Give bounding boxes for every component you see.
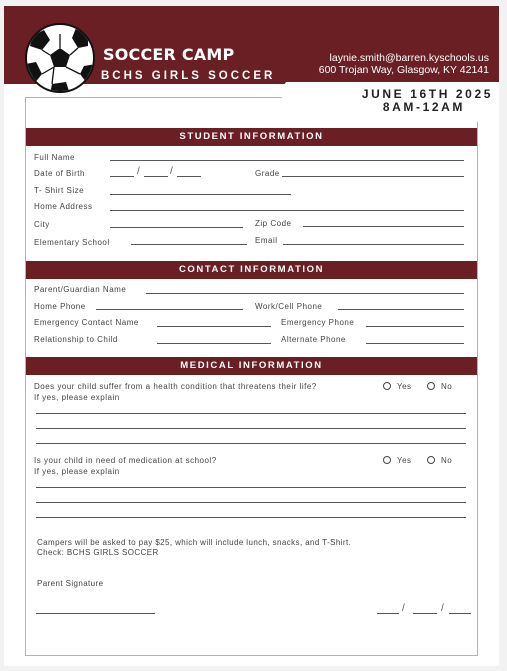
signature-month-field[interactable]: [377, 613, 399, 614]
medication-explain-line[interactable]: [36, 487, 466, 488]
medical-section-heading: MEDICAL INFORMATION: [26, 357, 477, 375]
soccer-ball-icon: [24, 22, 96, 94]
date-separator: /: [137, 166, 140, 177]
medication-explain-label: If yes, please explain: [34, 467, 120, 476]
city-label: City: [34, 220, 50, 229]
home-address-field[interactable]: [110, 210, 464, 211]
health-explain-line[interactable]: [36, 428, 466, 429]
health-yes-radio[interactable]: [383, 382, 391, 390]
elementary-field[interactable]: [131, 244, 247, 245]
work-phone-label: Work/Cell Phone: [255, 302, 323, 311]
grade-field[interactable]: [282, 176, 464, 177]
tshirt-field[interactable]: [110, 194, 291, 195]
frame-divider: [25, 97, 26, 123]
contact-section-heading: CONTACT INFORMATION: [26, 261, 477, 279]
health-explain-label: If yes, please explain: [34, 393, 120, 402]
emergency-contact-label: Emergency Contact Name: [34, 318, 139, 327]
home-phone-field[interactable]: [96, 309, 243, 310]
dob-year-field[interactable]: [177, 176, 201, 177]
relationship-field[interactable]: [157, 343, 271, 344]
camp-subtitle: BCHS GIRLS SOCCER: [101, 70, 276, 82]
signature-day-field[interactable]: [413, 613, 437, 614]
dob-day-field[interactable]: [144, 176, 168, 177]
parent-label: Parent/Guardian Name: [34, 285, 127, 294]
frame-divider: [25, 97, 282, 98]
dob-month-field[interactable]: [110, 176, 134, 177]
emergency-contact-field[interactable]: [157, 326, 271, 327]
contact-address: 600 Trojan Way, Glasgow, KY 42141: [318, 64, 489, 76]
date-separator: /: [402, 603, 405, 614]
health-explain-line[interactable]: [36, 443, 466, 444]
event-date: JUNE 16TH 2025: [361, 87, 493, 101]
student-section-heading: STUDENT INFORMATION: [26, 128, 477, 146]
medication-question: Is your child in need of medication at school?: [34, 456, 217, 465]
emergency-phone-label: Emergency Phone: [281, 318, 355, 327]
medication-yes-radio[interactable]: [383, 456, 391, 464]
medication-no-radio[interactable]: [427, 456, 435, 464]
city-field[interactable]: [110, 227, 243, 228]
registration-form: [4, 6, 499, 666]
zip-field[interactable]: [303, 226, 464, 227]
health-question: Does your child suffer from a health condition that threatens their life?: [34, 382, 317, 391]
zip-label: Zip Code: [255, 219, 292, 228]
medication-yes-label: Yes: [397, 456, 412, 465]
home-phone-label: Home Phone: [34, 302, 86, 311]
emergency-phone-field[interactable]: [366, 326, 464, 327]
alternate-phone-label: Alternate Phone: [281, 335, 346, 344]
check-note: Check: BCHS GIRLS SOCCER: [37, 548, 159, 557]
alternate-phone-field[interactable]: [366, 343, 464, 344]
health-explain-line[interactable]: [36, 413, 466, 414]
work-phone-field[interactable]: [338, 309, 464, 310]
home-address-label: Home Address: [34, 202, 93, 211]
signature-label: Parent Signature: [37, 579, 104, 588]
date-separator: /: [170, 166, 173, 177]
contact-email: laynie.smith@barren.kyschools.us: [329, 52, 489, 64]
relationship-label: Relationship to Child: [34, 335, 118, 344]
parent-field[interactable]: [146, 293, 464, 294]
medication-explain-line[interactable]: [36, 502, 466, 503]
tshirt-label: T- Shirt Size: [34, 186, 85, 195]
health-no-radio[interactable]: [427, 382, 435, 390]
camp-title: SOCCER CAMP: [103, 45, 235, 64]
health-no-label: No: [441, 382, 453, 391]
dob-label: Date of Birth: [34, 169, 85, 178]
event-time: 8AM-12AM: [382, 100, 465, 114]
email-label: Email: [255, 236, 278, 245]
health-yes-label: Yes: [397, 382, 412, 391]
signature-field[interactable]: [36, 613, 155, 614]
fee-note: Campers will be asked to pay $25, which will include lunch, snacks, and T-Shirt.: [37, 538, 352, 547]
medication-no-label: No: [441, 456, 453, 465]
medication-explain-line[interactable]: [36, 517, 466, 518]
full-name-field[interactable]: [110, 160, 464, 161]
date-separator: /: [441, 603, 444, 614]
elementary-label: Elementary School: [34, 238, 110, 247]
signature-year-field[interactable]: [449, 613, 471, 614]
full-name-label: Full Name: [34, 153, 75, 162]
email-field[interactable]: [283, 244, 464, 245]
grade-label: Grade: [255, 169, 280, 178]
